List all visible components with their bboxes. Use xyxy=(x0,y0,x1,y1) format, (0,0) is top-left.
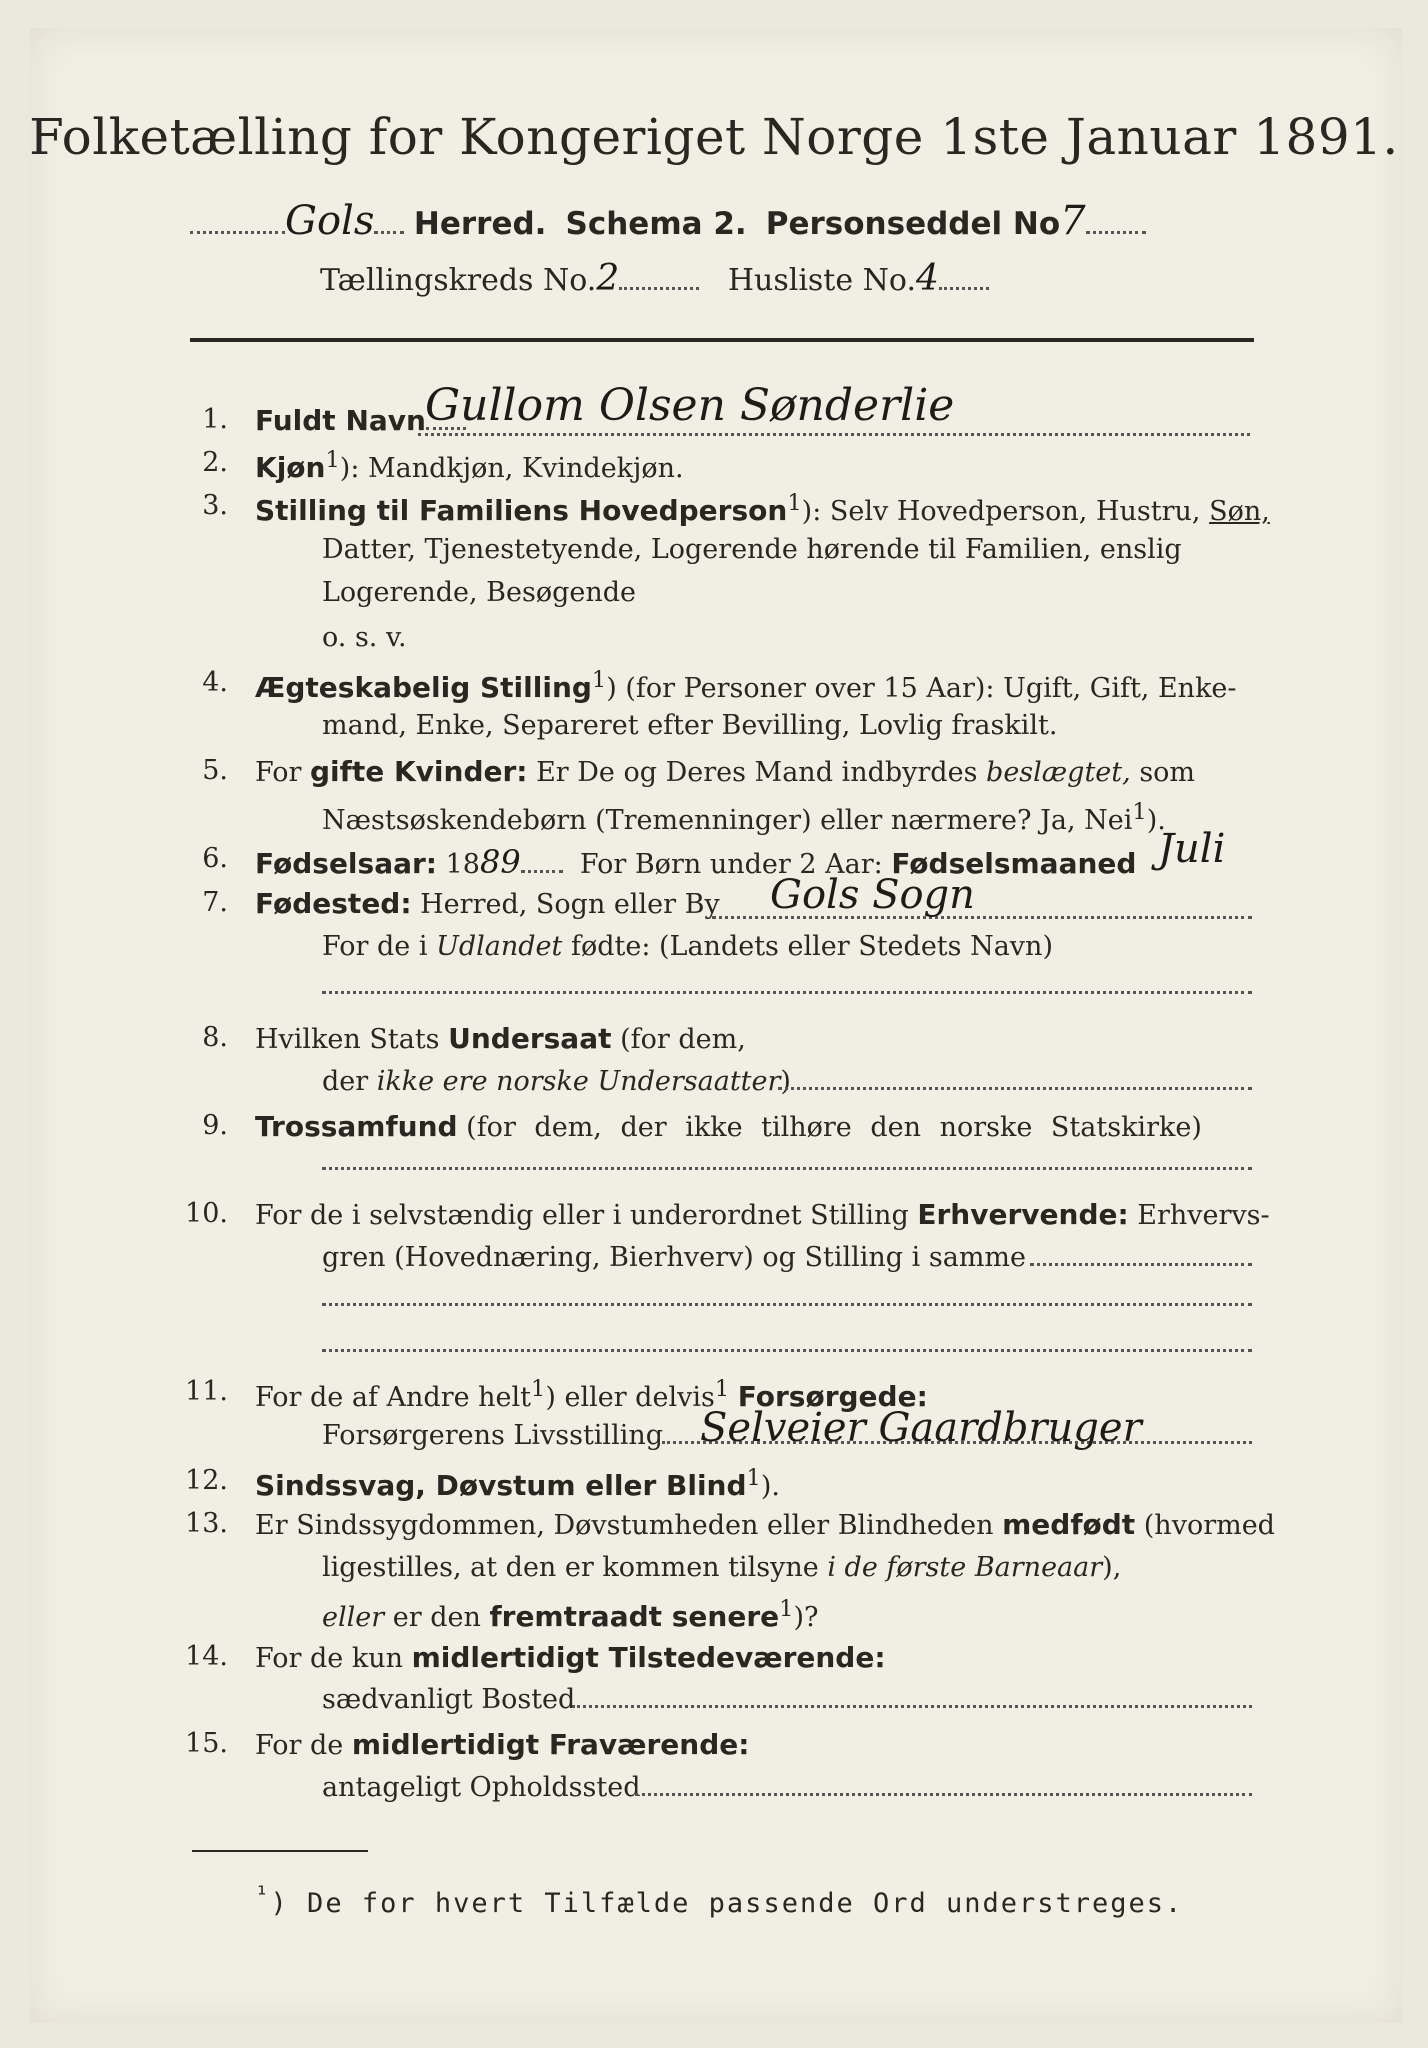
q10-text-a: For de i selvstændig eller i underordnet Stilling xyxy=(255,1200,909,1231)
q5-row-b: Næstsøskendebørn (Tremenninger) eller nærmere? Ja, Nei$^1$). xyxy=(322,799,1166,836)
q13-label: medfødt xyxy=(1002,1508,1136,1541)
q3-row-d: o. s. v. xyxy=(322,622,407,653)
herred-line xyxy=(190,198,1146,244)
q7-row-a xyxy=(255,887,720,920)
q10-row-a xyxy=(255,1198,1270,1231)
herred-handwritten: Gols xyxy=(285,198,375,244)
q6-text: For Børn under 2 Aar: xyxy=(579,849,883,880)
q5-italic: beslægtet, xyxy=(986,757,1131,788)
herred-dots xyxy=(190,227,285,234)
q7-text-b: For de i xyxy=(322,931,428,962)
q9-row xyxy=(255,1110,1202,1143)
husliste-dots xyxy=(939,283,989,290)
q8-label-a: Hvilken Stats xyxy=(255,1024,440,1055)
q13-text-b2: ), xyxy=(1102,1552,1122,1583)
q13-text-c: er den xyxy=(392,1602,481,1633)
q5-text-a2: som xyxy=(1139,757,1196,788)
q13-italic-b: i de første Barneaar xyxy=(827,1552,1103,1583)
q6-label: Fødselsaar: xyxy=(255,847,437,880)
q3-text-a: ): Selv Hovedperson, Hustru, xyxy=(801,496,1201,527)
q4-row-a: Ægteskabelig Stilling$^1$) (for Personer over 15 Aar): Ugift, Gift, Enke- xyxy=(255,667,1237,704)
q3-row-a: Stilling til Familiens Hovedperson$^1$): Selv Hovedperson, Hustru, Søn, xyxy=(255,490,1270,527)
item-number-2: 2. xyxy=(202,447,228,478)
q4-label: Ægteskabelig Stilling xyxy=(255,671,592,704)
q6-year-handwritten: 89 xyxy=(479,843,521,881)
q5-text-b: Næstsøskendebørn (Tremenninger) eller nærmere? Ja, Nei xyxy=(322,805,1133,836)
q8-text-b: der xyxy=(322,1066,369,1097)
kreds-dots xyxy=(619,283,699,290)
q8-text-b2: ) xyxy=(780,1066,791,1097)
q9-text: (for dem, der ikke tilhøre den norske Statskirke) xyxy=(466,1112,1202,1143)
personseddel-dots xyxy=(1086,227,1146,234)
q10-fill-line xyxy=(1030,1262,1252,1266)
q13-row-a xyxy=(255,1508,1275,1541)
q14-label: midlertidigt Tilstedeværende: xyxy=(411,1641,886,1674)
q2-text: ): Mandkjøn, Kvindekjøn. xyxy=(339,453,684,484)
q3-row-b: Datter, Tjenestetyende, Logerende hørende til Familien, enslig xyxy=(322,534,1182,565)
q6-month-label: Fødselsmaaned xyxy=(891,847,1137,880)
q15-text-a: For de xyxy=(255,1730,344,1761)
q10-row-b: gren (Hovednæring, Bierhverv) og Stilling i samme xyxy=(322,1242,1027,1273)
q1-handwritten-name: Gullom Olsen Sønderlie xyxy=(425,380,955,431)
q3-underlined-son: Søn, xyxy=(1209,496,1270,527)
q13-text-a2: (hvormed xyxy=(1143,1510,1275,1541)
item-number-12: 12. xyxy=(185,1465,228,1496)
q8-italic: ikke ere norske Undersaatter xyxy=(376,1066,781,1097)
item-number-13: 13. xyxy=(185,1508,228,1539)
q8-fill-line xyxy=(778,1086,1252,1090)
item-number-14: 14. xyxy=(185,1641,228,1672)
q8-label-b: Undersaat xyxy=(448,1022,612,1055)
q3-row-c: Logerende, Besøgende xyxy=(322,577,636,608)
q14-row-b: sædvanligt Bosted xyxy=(322,1684,576,1715)
q4-text-a: ) (for Personer over 15 Aar): Ugift, Gift, Enke- xyxy=(606,673,1237,704)
q8-row-b xyxy=(322,1066,791,1097)
q10-fill-line-c xyxy=(322,1348,1252,1352)
kreds-number: 2 xyxy=(596,258,620,299)
item-number-15: 15. xyxy=(185,1728,228,1759)
item-number-6: 6. xyxy=(202,843,228,874)
q7-handwritten-answer: Gols Sogn xyxy=(770,872,975,918)
q2-label: Kjøn xyxy=(255,451,326,484)
q13-text-a: Er Sindssygdommen, Døvstumheden eller Blindheden xyxy=(255,1510,994,1541)
q14-fill-line xyxy=(572,1704,1252,1708)
q6-month-handwritten: Juli xyxy=(1158,826,1226,872)
item-number-9: 9. xyxy=(202,1110,228,1141)
q11-row-b: Forsørgerens Livsstilling xyxy=(322,1420,664,1451)
husliste-label: Husliste No. xyxy=(727,263,916,298)
item-number-1: 1. xyxy=(202,404,228,435)
schema-label: Schema 2. xyxy=(565,206,747,242)
q7-fill-line-b xyxy=(322,990,1252,994)
q9-fill-line xyxy=(322,1166,1252,1170)
q13-text-b: ligestilles, at den er kommen tilsyne xyxy=(322,1552,819,1583)
item-number-4: 4. xyxy=(202,667,228,698)
q13-row-b xyxy=(322,1552,1121,1583)
footnote-text: ) De for hvert Tilfælde passende Ord understreges. xyxy=(270,1888,1184,1919)
q15-fill-line xyxy=(635,1792,1252,1796)
q1-label: Fuldt Navn xyxy=(255,404,426,437)
item-number-11: 11. xyxy=(185,1376,228,1407)
q11-text-a2: ) eller delvis xyxy=(545,1382,715,1413)
q12-label: Sindssvag, Døvstum eller Blind xyxy=(255,1469,747,1502)
q11-row-a: For de af Andre helt$^1$) eller delvis$^1$ Forsørgede: xyxy=(255,1376,928,1413)
q15-label: midlertidigt Fraværende: xyxy=(351,1728,750,1761)
q6-year-prefix: 18 xyxy=(445,849,480,880)
item-number-10: 10. xyxy=(185,1198,228,1229)
q9-label: Trossamfund xyxy=(255,1110,458,1143)
q8-text-a: (for dem, xyxy=(620,1024,746,1055)
q5-label-a: For xyxy=(255,757,302,788)
q7-row-b xyxy=(322,931,1053,962)
q3-label: Stilling til Familiens Hovedperson xyxy=(255,494,788,527)
q7-text-b2: fødte: (Landets eller Stedets Navn) xyxy=(570,931,1053,962)
q11-label: Forsørgede: xyxy=(737,1380,928,1413)
header-divider xyxy=(190,338,1254,342)
q7-italic: Udlandet xyxy=(436,931,563,962)
q14-row-a xyxy=(255,1641,886,1674)
q4-row-b: mand, Enke, Separeret efter Bevilling, Lovlig fraskilt. xyxy=(322,710,1058,741)
q7-label: Fødested: xyxy=(255,887,412,920)
q8-row-a xyxy=(255,1022,746,1055)
footnote-mark: ¹ xyxy=(255,1882,271,1908)
kreds-line xyxy=(320,258,989,299)
q2-row: Kjøn$^1$): Mandkjøn, Kvindekjøn. xyxy=(255,447,684,484)
q5-label-b: gifte Kvinder: xyxy=(310,755,528,788)
footnote xyxy=(255,1882,1183,1919)
q12-text: ). xyxy=(760,1471,780,1502)
item-number-5: 5. xyxy=(202,755,228,786)
q12-row: Sindssvag, Døvstum eller Blind$^1$). xyxy=(255,1465,780,1502)
footnote-divider xyxy=(192,1850,368,1852)
personseddel-number: 7 xyxy=(1060,198,1086,244)
q5-text-b2: ). xyxy=(1146,805,1166,836)
herred-dots-2 xyxy=(374,227,404,234)
personseddel-label: Personseddel No xyxy=(765,206,1061,242)
q11-handwritten-answer: Selveier Gaardbruger xyxy=(700,1405,1142,1451)
item-number-7: 7. xyxy=(202,887,228,918)
husliste-number: 4 xyxy=(915,258,939,299)
q13-italic-c: eller xyxy=(322,1602,385,1633)
form-title: Folketælling for Kongeriget Norge 1ste Januar 1891. xyxy=(29,108,1399,166)
kreds-label: Tællingskreds No. xyxy=(320,263,597,298)
herred-label: Herred. xyxy=(413,206,547,242)
q6-row xyxy=(255,843,1136,881)
q10-text-a2: Erhvervs- xyxy=(1137,1200,1270,1231)
q5-row-a xyxy=(255,755,1195,788)
q10-fill-line-b xyxy=(322,1302,1252,1306)
q13-text-c2: )? xyxy=(793,1602,819,1633)
q5-text-a: Er De og Deres Mand indbyrdes xyxy=(536,757,978,788)
q11-text-a: For de af Andre helt xyxy=(255,1382,532,1413)
q13-label-c: fremtraadt senere xyxy=(489,1600,780,1633)
q15-row-b: antageligt Opholdssted xyxy=(322,1772,641,1803)
q10-label: Erhvervende: xyxy=(917,1198,1129,1231)
q13-row-c: eller er den fremtraadt senere$^1$)? xyxy=(322,1596,819,1633)
q15-row-a xyxy=(255,1728,749,1761)
q14-text-a: For de kun xyxy=(255,1643,403,1674)
q7-text: Herred, Sogn eller By xyxy=(420,889,720,920)
q1-fill-line xyxy=(418,432,1250,436)
q6-year-dots xyxy=(521,866,563,873)
item-number-3: 3. xyxy=(202,490,228,521)
item-number-8: 8. xyxy=(202,1022,228,1053)
